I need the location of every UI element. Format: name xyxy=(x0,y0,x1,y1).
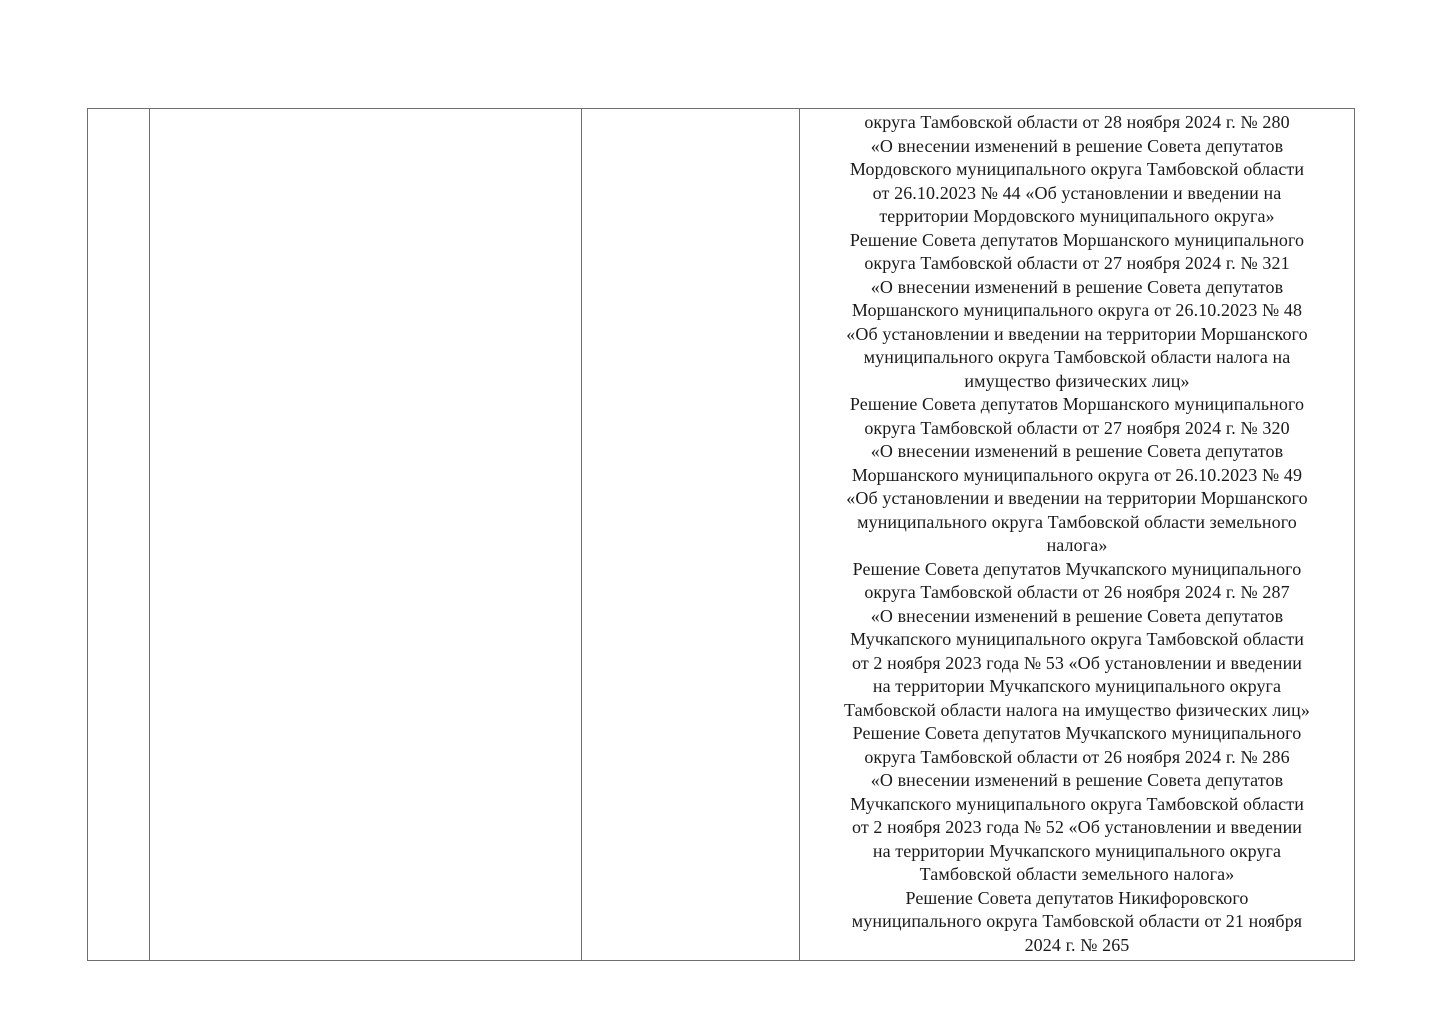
text-line: Тамбовской области налога на имущество физических лиц» xyxy=(844,699,1310,720)
legal-acts-table xyxy=(87,108,1355,961)
text-line: «Об установлении и введении на территории Моршанского xyxy=(846,323,1308,344)
text-line: Мордовского муниципального округа Тамбовской области xyxy=(849,159,1305,179)
table-row xyxy=(88,109,1355,961)
text-line: округа Тамбовской области от 28 ноября 2024 г. № 280 xyxy=(864,112,1290,132)
text-line: муниципального округа Тамбовской области земельного xyxy=(857,511,1297,532)
text-line: муниципального округа Тамбовской области от 21 ноября xyxy=(851,911,1303,931)
cell-territory xyxy=(582,109,800,961)
text-line: имущество физических лиц» xyxy=(964,370,1190,391)
text-line: Решение Совета депутатов Никифоровского xyxy=(905,887,1249,908)
text-line: округа Тамбовской области от 26 ноября 2024 г. № 287 xyxy=(864,582,1290,602)
text-line: на территории Мучкапского муниципального округа xyxy=(872,676,1282,696)
text-line: «О внесении изменений в решение Совета депутатов xyxy=(870,276,1284,297)
text-line: округа Тамбовской области от 27 ноября 2024 г. № 321 xyxy=(864,253,1290,273)
text-line: от 2 ноября 2023 года № 52 «Об установлении и введении xyxy=(851,817,1303,837)
text-line: «О внесении изменений в решение Совета депутатов xyxy=(870,441,1284,461)
text-line: округа Тамбовской области от 26 ноября 2024 г. № 286 xyxy=(864,746,1290,767)
text-line: Решение Совета депутатов Мучкапского муниципального xyxy=(852,558,1302,579)
text-line: Решение Совета депутатов Моршанского муниципального xyxy=(849,394,1305,414)
cell-legal-acts xyxy=(800,109,1355,961)
text-line: от 26.10.2023 № 44 «Об установлении и введении на xyxy=(872,182,1282,203)
text-line: «Об установлении и введении на территории Моршанского xyxy=(846,488,1308,508)
text-line: Моршанского муниципального округа от 26.10.2023 № 48 xyxy=(851,300,1303,320)
text-line: Моршанского муниципального округа от 26.10.2023 № 49 xyxy=(851,464,1303,485)
text-line: «О внесении изменений в решение Совета депутатов xyxy=(870,135,1284,156)
text-line: Тамбовской области земельного налога» xyxy=(919,864,1235,884)
text-line: налога» xyxy=(1046,535,1108,555)
cell-number xyxy=(88,109,150,961)
text-line: Мучкапского муниципального округа Тамбовской области xyxy=(850,629,1304,649)
text-line: округа Тамбовской области от 27 ноября 2024 г. № 320 xyxy=(864,417,1290,438)
legal-acts-text xyxy=(800,109,1354,957)
text-line: территории Мордовского муниципального округа» xyxy=(879,206,1275,226)
text-line: на территории Мучкапского муниципального округа xyxy=(872,840,1282,861)
text-line: 2024 г. № 265 xyxy=(1024,934,1130,955)
text-line: от 2 ноября 2023 года № 53 «Об установлении и введении xyxy=(851,652,1303,673)
cell-tax-name xyxy=(150,109,582,961)
text-line: Решение Совета депутатов Моршанского муниципального xyxy=(849,229,1305,250)
text-line: «О внесении изменений в решение Совета депутатов xyxy=(870,605,1284,626)
text-line: «О внесении изменений в решение Совета депутатов xyxy=(870,770,1284,790)
text-line: муниципального округа Тамбовской области налога на xyxy=(863,347,1291,367)
text-line: Решение Совета депутатов Мучкапского муниципального xyxy=(852,723,1302,743)
text-line: Мучкапского муниципального округа Тамбовской области xyxy=(850,793,1304,814)
